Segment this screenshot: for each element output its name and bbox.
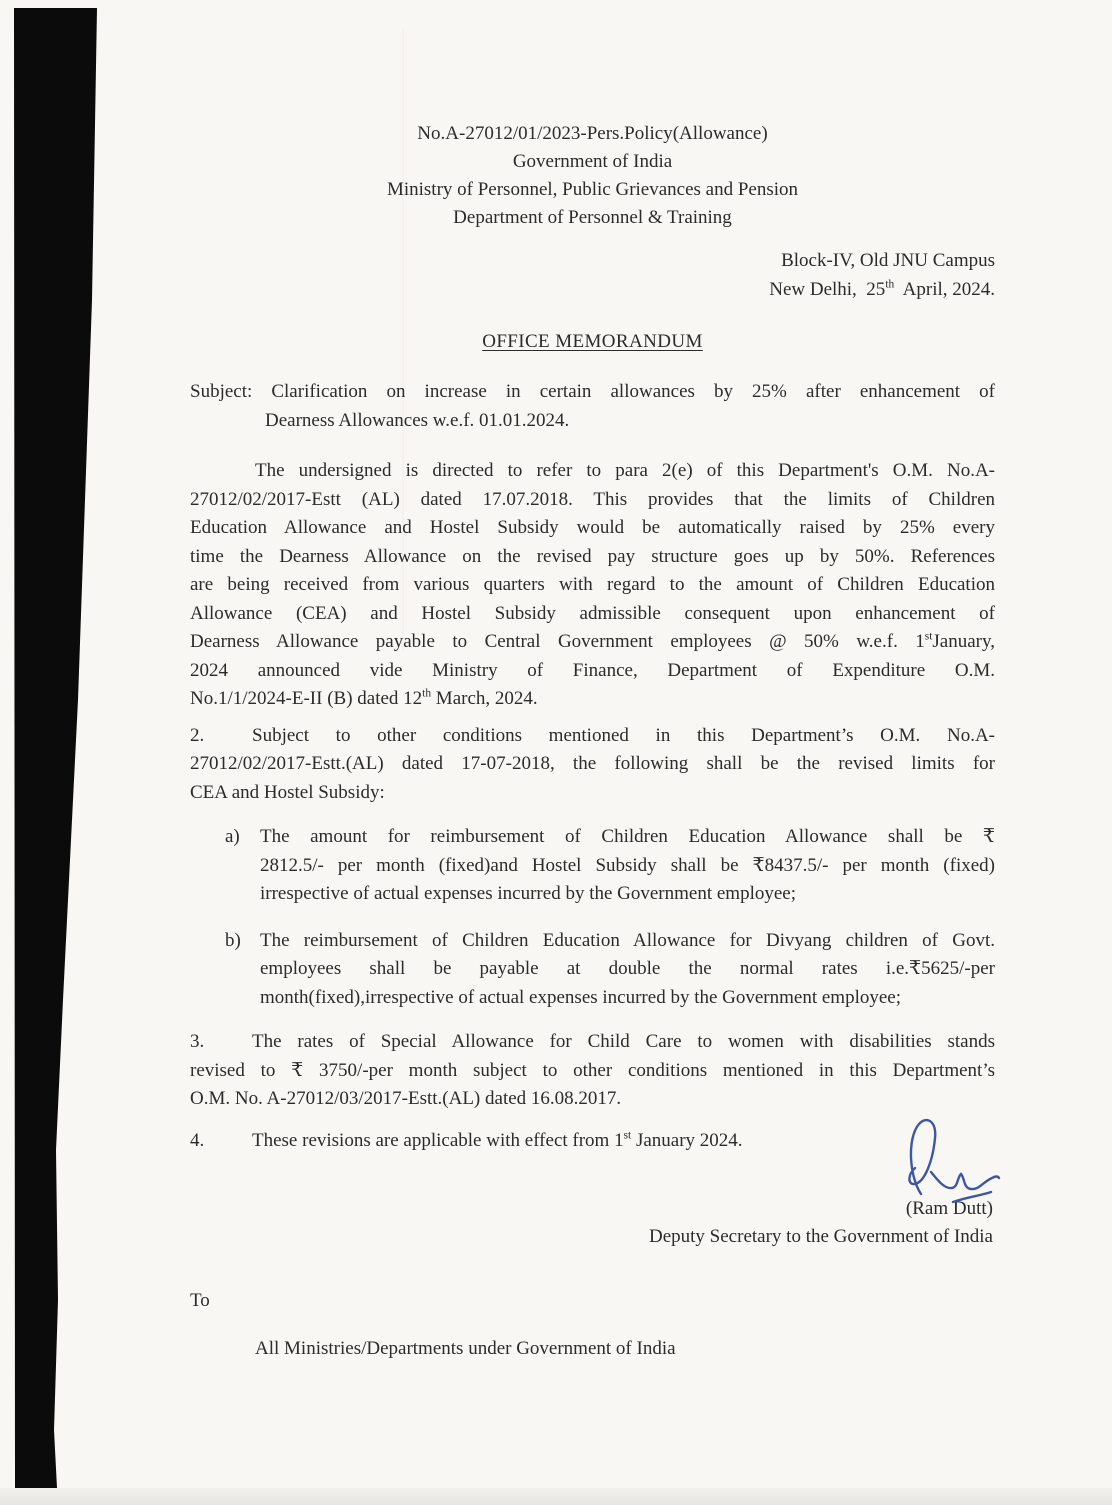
para4-line: 4. These revisions are applicable with effect from 1st January 2024.: [190, 1127, 995, 1156]
list-marker-b: b): [225, 929, 241, 951]
para-number: 2.: [190, 724, 205, 746]
signatory-name: (Ram Dutt): [905, 1198, 993, 1219]
date-superscript: th: [885, 278, 895, 291]
org-line-3: Department of Personnel & Training: [453, 207, 732, 228]
org-line-2: Ministry of Personnel, Public Grievances and Pension: [386, 179, 799, 200]
ordinal-superscript: st: [924, 630, 933, 643]
para2-line: 27012/02/2017-Estt.(AL) dated 17-07-2018, the following shall be the revised limits for: [190, 753, 995, 774]
addressee-line: All Ministries/Departments under Government of India: [255, 1338, 676, 1359]
org-line-1: Government of India: [512, 151, 673, 172]
paragraph-1: [190, 457, 995, 714]
list-item-a: [225, 823, 995, 909]
scan-edge-artifact: [0, 0, 110, 1505]
ordinal-superscript: st: [623, 1129, 632, 1142]
paragraph-4: [190, 1127, 995, 1156]
paragraph-3: [190, 1028, 995, 1114]
memo-content: [190, 120, 995, 1363]
item-b-line: month(fixed),irrespective of actual expenses incurred by the Government employee;: [260, 986, 902, 1008]
ref-number-line: No.A-27012/01/2023-Pers.Policy(Allowance): [417, 123, 768, 144]
subject-block: [190, 378, 995, 435]
paragraph-2: [190, 722, 995, 808]
signature-ink: [895, 1112, 1025, 1212]
scan-bottom-edge: [0, 1488, 1112, 1505]
para1-line: Dearness Allowance payable to Central Government employees @ 50% w.e.f. 1stJanuary,: [190, 630, 995, 652]
place-date-block: [190, 246, 995, 304]
para1-line: 27012/02/2017-Estt (AL) dated 17.07.2018. This provides that the limits of Children: [190, 488, 995, 510]
memo-heading: OFFICE MEMORANDUM: [482, 331, 703, 352]
para1-line: No.1/1/2024-E-II (B) dated 12th March, 2024.: [190, 687, 538, 709]
item-a-line: 2812.5/- per month (fixed)and Hostel Subsidy shall be ₹8437.5/- per month (fixed): [260, 854, 995, 876]
para-number: 3.: [190, 1031, 205, 1052]
para2-line: CEA and Hostel Subsidy:: [190, 781, 385, 803]
para1-line: 2024 announced vide Ministry of Finance, Department of Expenditure O.M.: [190, 659, 995, 681]
ordinal-superscript: th: [422, 687, 432, 700]
date-line: New Delhi, 25th April, 2024.: [769, 278, 995, 300]
para1-line: time the Dearness Allowance on the revised pay structure goes up by 50%. References: [190, 545, 995, 567]
item-a-line: The amount for reimbursement of Children Education Allowance shall be ₹: [260, 826, 995, 847]
item-a-line: irrespective of actual expenses incurred by the Government employee;: [260, 883, 797, 904]
para1-line: Allowance (CEA) and Hostel Subsidy admissible consequent upon enhancement of: [190, 602, 995, 624]
list-marker-a: a): [225, 826, 240, 847]
to-label: To: [190, 1290, 210, 1311]
signatory-title: Deputy Secretary to the Government of India: [649, 1226, 993, 1247]
para2-line: 2. Subject to other conditions mentioned in this Department’s O.M. No.A-: [190, 722, 995, 751]
para-number: 4.: [190, 1129, 205, 1151]
para3-line: revised to ₹ 3750/-per month subject to other conditions mentioned in this Department’s: [190, 1059, 995, 1081]
para1-line: are being received from various quarters with regard to the amount of Children Education: [190, 574, 995, 595]
para1-line: The undersigned is directed to refer to para 2(e) of this Department's O.M. No.A-: [255, 460, 995, 481]
para1-line: Education Allowance and Hostel Subsidy would be automatically raised by 25% every: [190, 517, 995, 538]
list-item-b: [225, 927, 995, 1013]
item-b-line: employees shall be payable at double the normal rates i.e.₹5625/-per: [260, 958, 995, 979]
signature-block: [190, 1195, 995, 1251]
subject-line-2: Dearness Allowances w.e.f. 01.01.2024.: [265, 409, 570, 431]
para3-line: O.M. No. A-27012/03/2017-Estt.(AL) dated 16.08.2017.: [190, 1088, 622, 1109]
item-b-line: The reimbursement of Children Education Allowance for Divyang children of Govt.: [260, 929, 995, 951]
para3-line: 3. The rates of Special Allowance for Child Care to women with disabilities stands: [190, 1028, 995, 1057]
subject-line-1: Subject: Clarification on increase in certain allowances by 25% after enhancement of: [190, 381, 995, 402]
place-line: Block-IV, Old JNU Campus: [781, 250, 995, 271]
